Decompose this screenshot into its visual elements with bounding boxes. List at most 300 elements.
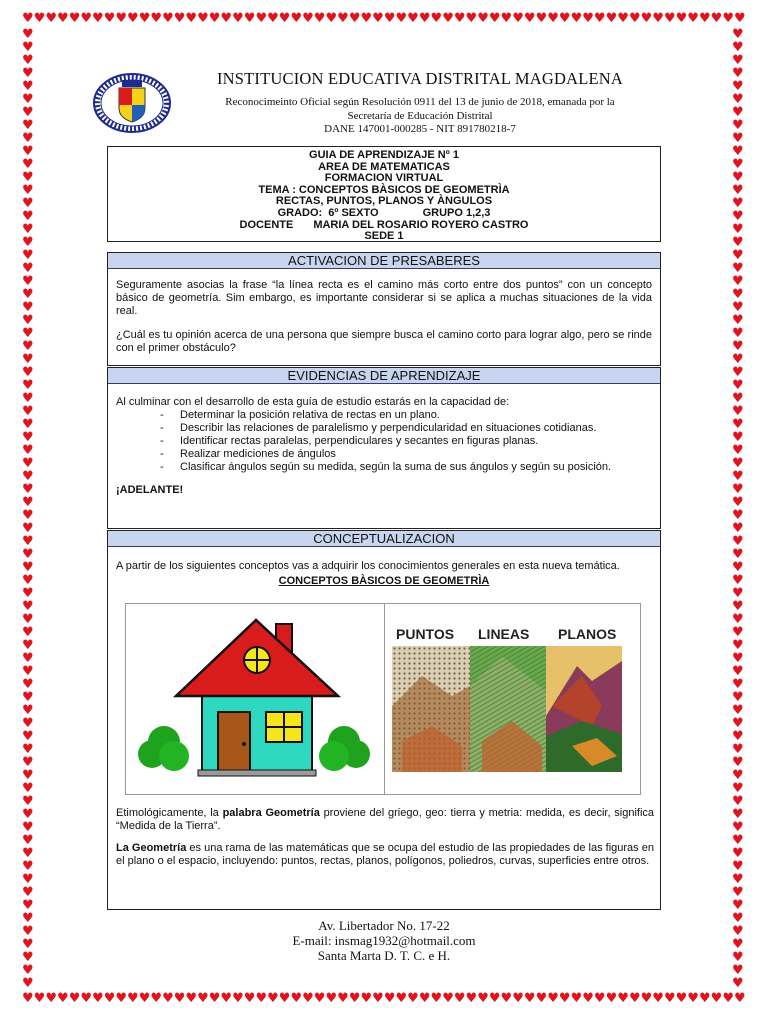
heart-icon: ♥ [220,11,233,26]
heart-icon: ♥ [115,11,128,26]
guide-area: AREA DE MATEMATICAS [318,160,450,173]
heart-icon: ♥ [22,768,34,783]
section-header-evidencias: EVIDENCIAS DE APRENDIZAJE [108,368,660,384]
heart-icon: ♥ [22,573,34,588]
heart-icon: ♥ [732,79,744,94]
heart-icon: ♥ [732,417,744,432]
heart-icon: ♥ [687,991,699,1006]
art-label-planos: PLANOS [558,626,617,642]
heart-icon: ♥ [313,991,326,1006]
heart-icon: ♥ [547,991,559,1006]
heart-icon: ♥ [710,991,723,1006]
heart-icon: ♥ [22,638,34,653]
heart-icon: ♥ [732,495,744,510]
heart-icon: ♥ [732,729,744,744]
heart-icon: ♥ [22,885,34,900]
heart-icon: ♥ [22,157,34,172]
section-evidencias [107,367,661,529]
heart-icon: ♥ [628,991,641,1006]
heart-icon: ♥ [465,11,478,26]
heart-icon: ♥ [732,820,744,835]
heart-icon: ♥ [22,690,34,705]
guide-grade-row [108,208,660,220]
heart-icon: ♥ [103,11,116,26]
heart-icon: ♥ [22,105,34,120]
heart-icon: ♥ [465,991,478,1006]
heart-icon: ♥ [22,66,34,81]
section-activacion [107,252,661,366]
heart-icon: ♥ [22,742,34,757]
heart-icon: ♥ [418,991,431,1006]
heart-icon: ♥ [337,991,349,1006]
heart-icon: ♥ [22,183,34,198]
heart-icon: ♥ [150,11,163,26]
heart-icon: ♥ [22,235,34,250]
heart-icon: ♥ [348,11,361,26]
heart-icon: ♥ [582,991,594,1006]
heart-icon: ♥ [22,521,34,536]
heart-icon: ♥ [732,755,744,770]
guide-sede: SEDE 1 [364,230,404,243]
heart-icon: ♥ [732,560,744,575]
guide-mode: FORMACION VIRTUAL [324,172,444,185]
heart-icon: ♥ [732,690,744,705]
heart-icon: ♥ [732,170,744,185]
heart-icon: ♥ [22,664,34,679]
heart-icon: ♥ [22,40,34,55]
heart-border-right [732,27,744,991]
heart-icon: ♥ [22,222,34,237]
heart-icon: ♥ [22,118,34,133]
heart-icon: ♥ [732,274,744,289]
heart-icon: ♥ [325,991,338,1006]
guide-number: GUIA DE APRENDIZAJE Nº 1 [309,149,459,161]
heart-icon: ♥ [732,352,744,367]
section-header-conceptualizacion: CONCEPTUALIZACION [108,531,660,547]
heart-icon: ♥ [675,991,688,1006]
image-divider [384,604,385,794]
heart-icon: ♥ [255,991,268,1006]
heart-icon: ♥ [570,991,583,1006]
heart-icon: ♥ [92,11,104,26]
heart-icon: ♥ [732,742,744,757]
heart-icon: ♥ [640,991,653,1006]
heart-icon: ♥ [732,937,744,952]
heart-icon: ♥ [173,11,186,26]
heart-icon: ♥ [687,11,699,26]
heart-icon: ♥ [232,11,244,26]
heart-icon: ♥ [243,991,256,1006]
landscape-art [392,646,622,772]
etymology-bold: palabra Geometría [222,807,320,819]
art-label-lineas: LINEAS [478,626,530,642]
heart-icon: ♥ [22,469,34,484]
heart-icon: ♥ [652,991,664,1006]
heart-icon: ♥ [138,11,151,26]
heart-icon: ♥ [732,222,744,237]
heart-icon: ♥ [617,991,629,1006]
heart-icon: ♥ [732,612,744,627]
activacion-paragraph-2: ¿Cuál es tu opinión acerca de una persona que siempre busca el camino corto para lograr algo, pero se rinde con el primer obstáculo? [116,329,652,354]
heart-icon: ♥ [732,404,744,419]
heart-icon: ♥ [732,183,744,198]
heart-icon: ♥ [22,898,34,913]
heart-icon: ♥ [243,11,256,26]
guide-group: GRUPO 1,2,3 [422,206,491,219]
heart-icon: ♥ [732,521,744,536]
header-subtitle [190,96,650,137]
heart-icon: ♥ [22,950,34,965]
heart-icon: ♥ [22,352,34,367]
heart-icon: ♥ [698,991,711,1006]
art-label-puntos: PUNTOS [396,626,455,642]
heart-icon: ♥ [360,991,373,1006]
concept-text [116,807,654,877]
guide-info-box [107,146,661,242]
heart-icon: ♥ [383,991,396,1006]
heart-icon: ♥ [290,991,303,1006]
heart-icon: ♥ [22,261,34,276]
heart-icon: ♥ [732,976,744,991]
heart-icon: ♥ [732,651,744,666]
heart-icon: ♥ [22,677,34,692]
definition-paragraph [116,842,654,868]
heart-icon: ♥ [208,991,221,1006]
heart-icon: ♥ [22,833,34,848]
heart-icon: ♥ [732,859,744,874]
footer-email: E-mail: insmag1932@hotmail.com [292,933,476,948]
heart-icon: ♥ [663,11,676,26]
heart-icon: ♥ [395,991,408,1006]
heart-icon: ♥ [22,703,34,718]
heart-icon: ♥ [127,11,139,26]
school-logo [92,72,172,134]
heart-icon: ♥ [348,991,361,1006]
heart-icon: ♥ [45,991,57,1006]
heart-icon: ♥ [732,469,744,484]
heart-icon: ♥ [185,991,198,1006]
heart-icon: ♥ [57,11,69,26]
heart-icon: ♥ [267,11,279,26]
heart-icon: ♥ [732,105,744,120]
heart-icon: ♥ [570,11,583,26]
definition-rest: es una rama de las matemáticas que se ocupa del estudio de las propiedades de las figuras en el plano o el espacio, incluyendo: puntos, rectas, planos, polígonos, poliedros, curvas, superficies entre otros. [116,842,654,867]
heart-icon: ♥ [732,664,744,679]
heart-icon: ♥ [22,27,34,42]
heart-icon: ♥ [162,11,174,26]
list-item: - Realizar mediciones de ángulos [160,448,652,461]
guide-grade: GRADO: 6º SEXTO [277,206,379,219]
etymology-rest: proviene del griego, geo: tierra y metria: medida, es decir, significa “Medida de la Tierra”. [116,807,655,832]
heart-icon: ♥ [22,456,34,471]
heart-icon: ♥ [732,209,744,224]
heart-icon: ♥ [232,991,244,1006]
heart-icon: ♥ [732,443,744,458]
heart-icon: ♥ [558,11,571,26]
heart-icon: ♥ [185,11,198,26]
heart-icon: ♥ [732,300,744,315]
heart-icon: ♥ [22,612,34,627]
heart-icon: ♥ [617,11,629,26]
heart-icon: ♥ [732,703,744,718]
heart-icon: ♥ [535,11,548,26]
house-illustration [126,604,384,794]
heart-icon: ♥ [732,716,744,731]
list-item: - Describir las relaciones de paralelismo y perpendicularidad en situaciones cotidianas. [160,422,652,435]
heart-icon: ♥ [325,11,338,26]
heart-icon: ♥ [208,11,221,26]
heart-icon: ♥ [605,991,618,1006]
heart-icon: ♥ [22,991,34,1006]
heart-icon: ♥ [22,625,34,640]
heart-icon: ♥ [68,991,81,1006]
dane-nit-line: DANE 147001-000285 - NIT 891780218-7 [324,123,516,135]
heart-icon: ♥ [732,768,744,783]
points-lines-planes-art [392,622,622,772]
heart-icon: ♥ [22,729,34,744]
heart-icon: ♥ [732,599,744,614]
heart-icon: ♥ [547,11,559,26]
heart-icon: ♥ [80,11,93,26]
heart-icon: ♥ [220,991,233,1006]
heart-icon: ♥ [732,339,744,354]
heart-icon: ♥ [127,991,139,1006]
heart-icon: ♥ [22,781,34,796]
heart-icon: ♥ [115,991,128,1006]
heart-icon: ♥ [442,11,454,26]
heart-icon: ♥ [138,991,151,1006]
heart-icon: ♥ [640,11,653,26]
list-item: - Clasificar ángulos según su medida, según la suma de sus ángulos y según su posición. [160,461,652,474]
heart-icon: ♥ [22,313,34,328]
heart-icon: ♥ [732,118,744,133]
concepts-subtitle: CONCEPTOS BÀSICOS DE GEOMETRÌA [278,575,490,587]
heart-icon: ♥ [173,991,186,1006]
heart-border-bottom [22,992,746,1005]
heart-icon: ♥ [383,11,396,26]
heart-icon: ♥ [732,677,744,692]
heart-icon: ♥ [22,92,34,107]
illustration-panel [125,603,641,795]
heart-icon: ♥ [22,872,34,887]
heart-icon: ♥ [453,991,466,1006]
heart-icon: ♥ [732,807,744,822]
heart-icon: ♥ [22,430,34,445]
heart-icon: ♥ [488,991,501,1006]
heart-icon: ♥ [732,924,744,939]
heart-icon: ♥ [698,11,711,26]
etymology-prefix: Etimológicamente, la [116,807,223,819]
footer-address: Av. Libertador No. 17-22 [318,918,450,933]
heart-icon: ♥ [732,235,744,250]
heart-icon: ♥ [45,11,57,26]
heart-icon: ♥ [22,599,34,614]
heart-icon: ♥ [732,547,744,562]
heart-icon: ♥ [22,911,34,926]
heart-icon: ♥ [22,495,34,510]
heart-icon: ♥ [372,11,384,26]
guide-teacher-name: MARIA DEL ROSARIO ROYERO CASTRO [313,218,529,231]
heart-icon: ♥ [582,11,594,26]
heart-icon: ♥ [22,53,34,68]
heart-icon: ♥ [22,365,34,380]
heart-icon: ♥ [663,991,676,1006]
heart-border-left [22,27,34,991]
adelante-text: ¡ADELANTE! [116,484,184,496]
heart-icon: ♥ [302,991,314,1006]
heart-icon: ♥ [732,573,744,588]
heart-icon: ♥ [267,991,279,1006]
guide-topic: TEMA : CONCEPTOS BÀSICOS DE GEOMETRÌA [258,183,510,196]
heart-icon: ♥ [150,991,163,1006]
heart-icon: ♥ [477,11,489,26]
heart-icon: ♥ [22,144,34,159]
heart-icon: ♥ [732,287,744,302]
heart-icon: ♥ [302,11,314,26]
heart-icon: ♥ [22,755,34,770]
guide-subtopic: RECTAS, PUNTOS, PLANOS Y ÀNGULOS [275,195,493,208]
heart-icon: ♥ [732,846,744,861]
heart-icon: ♥ [488,11,501,26]
heart-icon: ♥ [22,378,34,393]
heart-icon: ♥ [733,991,746,1006]
heart-icon: ♥ [22,482,34,497]
section-body-activacion [108,269,660,355]
heart-icon: ♥ [558,991,571,1006]
heart-icon: ♥ [22,976,34,991]
heart-icon: ♥ [732,378,744,393]
heart-icon: ♥ [395,11,408,26]
heart-icon: ♥ [732,794,744,809]
heart-icon: ♥ [22,937,34,952]
heart-border-top [22,12,746,25]
heart-icon: ♥ [732,53,744,68]
guide-teacher-label: DOCENTE [239,218,294,231]
heart-icon: ♥ [732,885,744,900]
heart-icon: ♥ [22,404,34,419]
heart-icon: ♥ [732,963,744,978]
heart-icon: ♥ [523,11,536,26]
heart-icon: ♥ [732,781,744,796]
heart-icon: ♥ [22,508,34,523]
heart-icon: ♥ [22,79,34,94]
heart-icon: ♥ [22,443,34,458]
heart-icon: ♥ [290,11,303,26]
heart-icon: ♥ [372,991,384,1006]
conceptualizacion-intro: A partir de los siguientes conceptos vas a adquirir los conocimientos generales en esta nueva temática. [116,560,620,572]
heart-icon: ♥ [732,144,744,159]
heart-icon: ♥ [722,991,734,1006]
heart-icon: ♥ [197,991,209,1006]
list-item: - Determinar la posición relativa de rectas en un plano. [160,409,652,422]
heart-icon: ♥ [453,11,466,26]
heart-icon: ♥ [313,11,326,26]
heart-icon: ♥ [22,859,34,874]
footer [200,918,568,963]
heart-icon: ♥ [732,326,744,341]
heart-icon: ♥ [732,898,744,913]
heart-icon: ♥ [33,991,46,1006]
heart-icon: ♥ [593,11,606,26]
definition-bold: La Geometría [116,842,187,854]
institution-title: INSTITUCION EDUCATIVA DISTRITAL MAGDALENA [216,69,624,88]
heart-icon: ♥ [593,991,606,1006]
heart-icon: ♥ [22,417,34,432]
secretaria-line: Secretaría de Educación Distrital [347,109,493,122]
heart-icon: ♥ [732,92,744,107]
heart-icon: ♥ [732,248,744,263]
heart-icon: ♥ [732,482,744,497]
heart-icon: ♥ [732,27,744,42]
heart-icon: ♥ [103,991,116,1006]
heart-icon: ♥ [33,11,46,26]
heart-icon: ♥ [22,326,34,341]
heart-icon: ♥ [278,991,291,1006]
activacion-paragraph-1: Seguramente asocias la frase “la línea recta es el camino más corto entre dos puntos” con un concepto básico de geometría. Sim embargo, es importante considerar si se aplica a muchas situaciones de la vida real. [116,279,652,317]
heart-icon: ♥ [732,456,744,471]
heart-icon: ♥ [22,274,34,289]
heart-icon: ♥ [22,131,34,146]
section-body-evidencias [108,384,660,497]
heart-icon: ♥ [22,820,34,835]
list-item: - Identificar rectas paralelas, perpendiculares y secantes en figuras planas. [160,435,652,448]
heart-icon: ♥ [732,430,744,445]
heart-icon: ♥ [732,625,744,640]
heart-icon: ♥ [477,991,489,1006]
heart-icon: ♥ [430,991,443,1006]
heart-icon: ♥ [407,11,419,26]
heart-icon: ♥ [732,66,744,81]
heart-icon: ♥ [22,586,34,601]
recognition-line: Reconocimeinto Oficial según Resolución 0911 del 13 de junio de 2018, emanada por la [225,96,615,108]
heart-icon: ♥ [732,872,744,887]
section-header-activacion: ACTIVACION DE PRESABERES [108,253,660,269]
heart-icon: ♥ [22,534,34,549]
heart-icon: ♥ [22,846,34,861]
heart-icon: ♥ [732,508,744,523]
heart-icon: ♥ [442,991,454,1006]
heart-icon: ♥ [732,313,744,328]
heart-icon: ♥ [22,339,34,354]
section-conceptualizacion [107,530,661,910]
heart-icon: ♥ [197,11,209,26]
heart-icon: ♥ [500,11,513,26]
evidencias-intro: Al culminar con el desarrollo de esta guía de estudio estarás en la capacidad de: [116,396,510,408]
heart-icon: ♥ [512,11,524,26]
heart-icon: ♥ [22,560,34,575]
heart-icon: ♥ [500,991,513,1006]
heart-icon: ♥ [68,11,81,26]
heart-icon: ♥ [22,963,34,978]
heart-icon: ♥ [80,991,93,1006]
heart-icon: ♥ [337,11,349,26]
heart-icon: ♥ [22,248,34,263]
heart-icon: ♥ [732,261,744,276]
heart-icon: ♥ [535,991,548,1006]
heart-icon: ♥ [22,300,34,315]
heart-icon: ♥ [22,170,34,185]
heart-icon: ♥ [22,547,34,562]
heart-icon: ♥ [732,196,744,211]
heart-icon: ♥ [255,11,268,26]
heart-icon: ♥ [732,534,744,549]
heart-icon: ♥ [732,391,744,406]
heart-icon: ♥ [733,11,746,26]
heart-icon: ♥ [418,11,431,26]
etymology-paragraph [116,807,654,833]
heart-icon: ♥ [523,991,536,1006]
heart-icon: ♥ [22,196,34,211]
